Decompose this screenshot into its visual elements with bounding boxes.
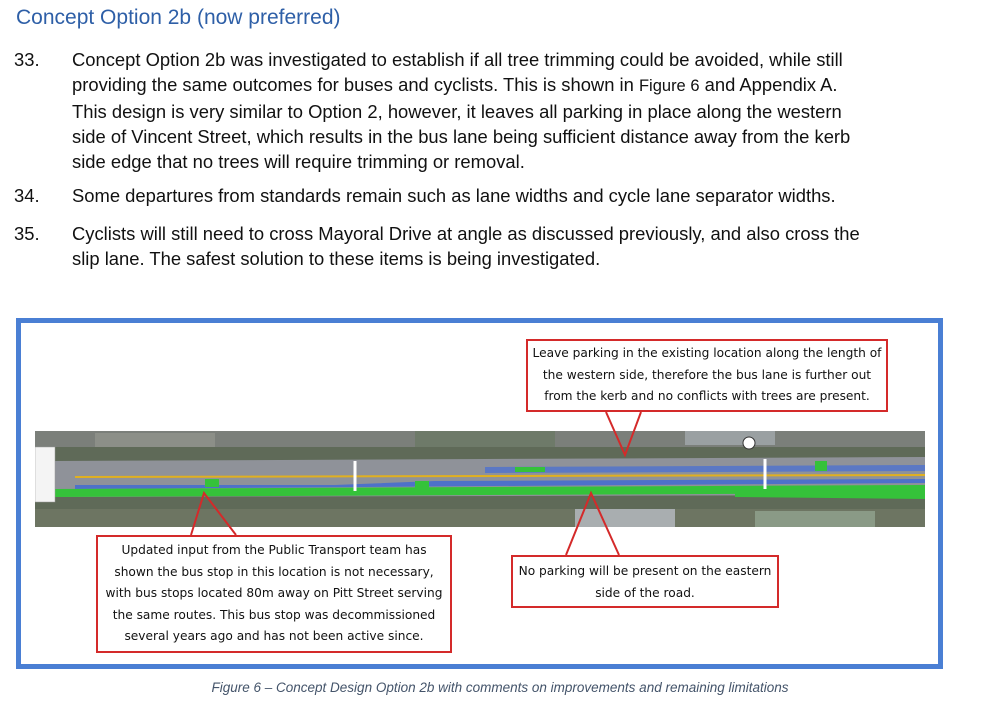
paragraph-number: 34. — [14, 185, 40, 206]
paragraph-line: and Appendix A. — [699, 74, 838, 95]
figure-reference-link[interactable]: Figure 6 — [638, 77, 700, 95]
callout-bus-stop: Updated input from the Public Transport team has shown the bus stop in this location is not necessary, with bus stops located 80m away on Pitt Street serving the same routes. This bus stop was decommissioned several years ago and has not been active since. — [96, 535, 452, 653]
paragraph-line: side of Vincent Street, which results in the bus lane being sufficient distance away from the kerb — [72, 126, 851, 147]
paragraph-line: Some departures from standards remain such as lane widths and cycle lane separator widths. — [72, 185, 836, 206]
callout-pointers — [21, 323, 938, 664]
paragraph-line: Cyclists will still need to cross Mayoral Drive at angle as discussed previously, and also cross the — [72, 223, 860, 244]
paragraph-number: 35. — [14, 223, 40, 244]
paragraph-line: Concept Option 2b was investigated to establish if all tree trimming could be avoided, while still — [72, 49, 843, 70]
paragraph-number: 33. — [14, 49, 40, 70]
callout-western-parking: Leave parking in the existing location along the length of the western side, therefore the bus lane is further out from the kerb and no conflicts with trees are present. — [526, 339, 888, 412]
section-heading: Concept Option 2b (now preferred) — [16, 6, 341, 29]
paragraph-line: This design is very similar to Option 2, however, it leaves all parking in place along the western — [72, 101, 842, 122]
paragraph-line: providing the same outcomes for buses and cyclists. This is shown in — [72, 74, 639, 95]
callout-eastern-parking: No parking will be present on the eastern side of the road. — [511, 555, 779, 608]
figure-caption: Figure 6 – Concept Design Option 2b with comments on improvements and remaining limitations — [211, 680, 789, 695]
paragraph-line: side edge that no trees will require trimming or removal. — [72, 151, 525, 172]
paragraph-line: slip lane. The safest solution to these items is being investigated. — [72, 248, 601, 269]
figure-frame — [16, 318, 943, 669]
